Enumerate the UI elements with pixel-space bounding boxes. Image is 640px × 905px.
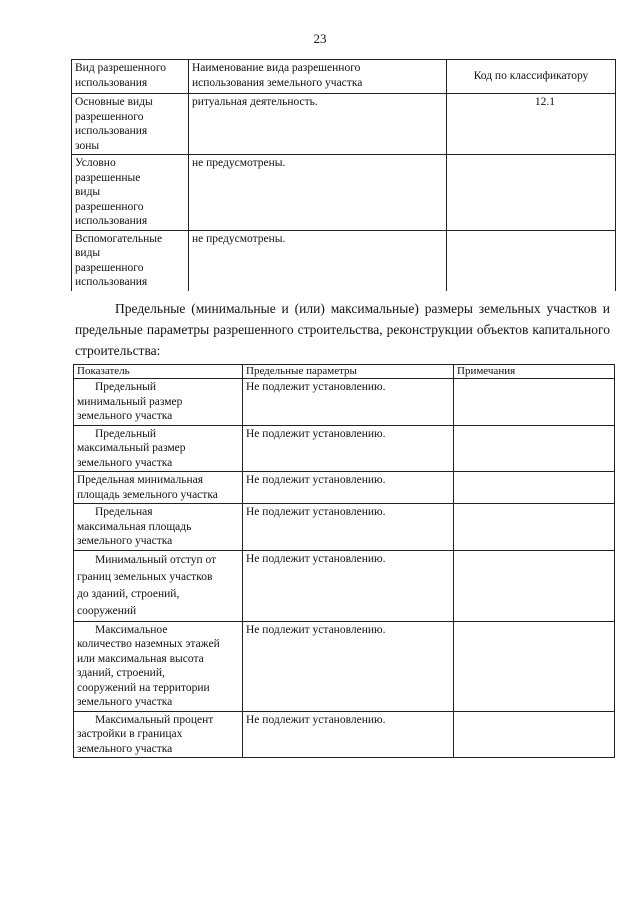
limits-table: [73, 364, 615, 758]
header-cell: Примечания: [454, 365, 615, 379]
table-row: [72, 230, 616, 291]
section-paragraph: Предельные (минимальные и (или) максимальные) размеры земельных участков и предельные параметры разрешенного строительства, реконструкции объектов капитального строительства:: [75, 301, 610, 358]
value-cell: Не подлежит установлению.: [243, 425, 454, 472]
indicator-cell: Максимальное количество наземных этажей или максимальная высота зданий, строений, сооружений на территории земельного участка: [74, 621, 243, 711]
note-cell: [454, 379, 615, 426]
use-type-cell: Основные виды разрешенного использования зоны: [72, 94, 189, 155]
note-cell: [454, 711, 615, 758]
indicator-cell: Предельная минимальная площадь земельного участка: [74, 472, 243, 504]
page-number: 23: [313, 31, 327, 46]
note-cell: [454, 550, 615, 621]
value-cell: Не подлежит установлению.: [243, 472, 454, 504]
header-cell: Наименование вида разрешенного использования земельного участка: [189, 60, 447, 94]
table-header-row: [74, 365, 615, 379]
code-cell: [447, 230, 616, 291]
use-type-cell: Вспомогательные виды разрешенного использования: [72, 230, 189, 291]
note-cell: [454, 504, 615, 551]
indicator-cell: Предельный максимальный размер земельного участка: [74, 425, 243, 472]
value-cell: Не подлежит установлению.: [243, 711, 454, 758]
indicator-cell: Предельная максимальная площадь земельного участка: [74, 504, 243, 551]
table-row: [74, 504, 615, 551]
table-row: [72, 155, 616, 231]
header-cell: Предельные параметры: [243, 365, 454, 379]
code-cell: 12.1: [447, 94, 616, 155]
use-name-cell: не предусмотрены.: [189, 230, 447, 291]
table-row: [74, 379, 615, 426]
header-cell: Вид разрешенного использования: [72, 60, 189, 94]
code-cell: [447, 155, 616, 231]
note-cell: [454, 621, 615, 711]
use-name-cell: не предусмотрены.: [189, 155, 447, 231]
value-cell: Не подлежит установлению.: [243, 550, 454, 621]
table-row: [72, 94, 616, 155]
value-cell: Не подлежит установлению.: [243, 621, 454, 711]
header-cell: Код по классификатору: [447, 60, 616, 94]
note-cell: [454, 472, 615, 504]
table-row: [74, 472, 615, 504]
permitted-use-table: [71, 59, 616, 291]
indicator-cell: Предельный минимальный размер земельного участка: [74, 379, 243, 426]
table-row: [74, 711, 615, 758]
table-row: [74, 425, 615, 472]
value-cell: Не подлежит установлению.: [243, 504, 454, 551]
indicator-cell: Максимальный процент застройки в границах земельного участка: [74, 711, 243, 758]
table-header-row: [72, 60, 616, 94]
note-cell: [454, 425, 615, 472]
table-row: [74, 621, 615, 711]
use-name-cell: ритуальная деятельность.: [189, 94, 447, 155]
header-cell: Показатель: [74, 365, 243, 379]
table-row: [74, 550, 615, 621]
use-type-cell: Условно разрешенные виды разрешенного использования: [72, 155, 189, 231]
value-cell: Не подлежит установлению.: [243, 379, 454, 426]
indicator-cell: Минимальный отступ от границ земельных участков до зданий, строений, сооружений: [74, 550, 243, 621]
